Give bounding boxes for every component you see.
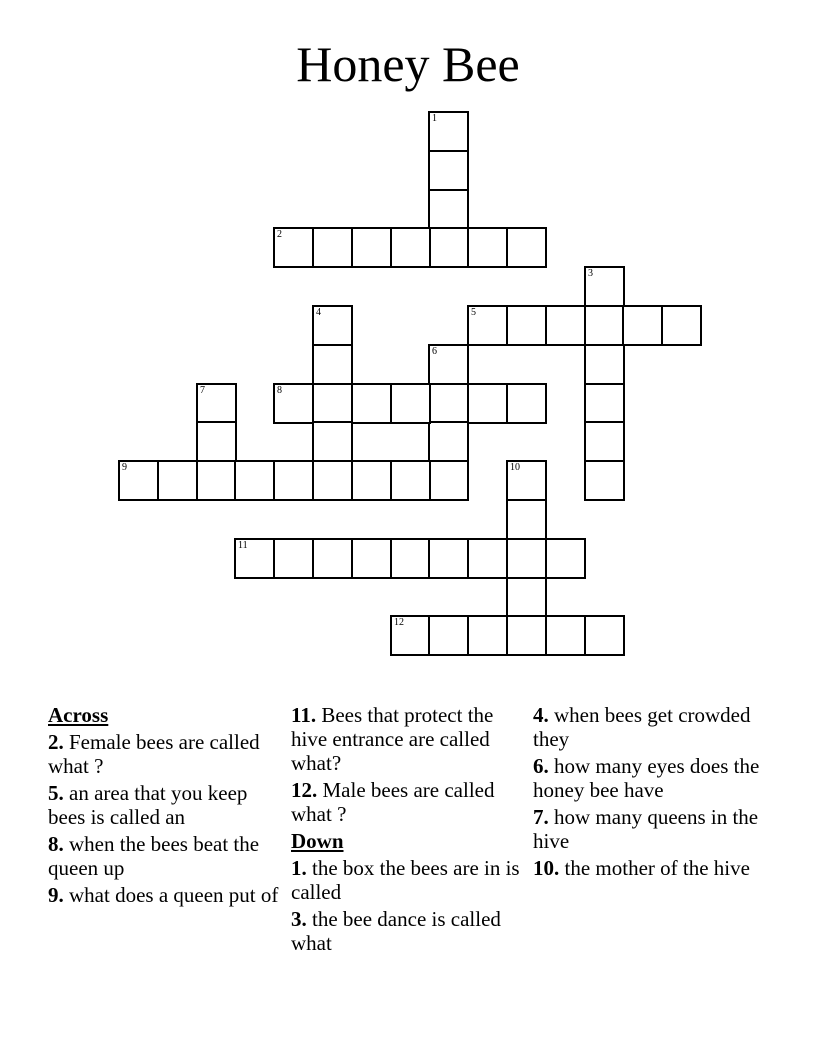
- clue-text: when the bees beat the queen up: [48, 832, 260, 880]
- grid-cell[interactable]: [390, 383, 431, 424]
- clue-across-8: [48, 832, 280, 880]
- cell-number: 2: [277, 229, 282, 240]
- grid-cell[interactable]: [157, 460, 198, 501]
- clue-text: how many eyes does the honey bee have: [533, 754, 760, 802]
- cell-number: 4: [316, 307, 321, 318]
- grid-cell[interactable]: [428, 383, 469, 424]
- cell-number: 5: [471, 307, 476, 318]
- grid-cell[interactable]: [428, 189, 469, 230]
- grid-cell[interactable]: [428, 344, 469, 385]
- cell-number: 7: [200, 385, 205, 396]
- grid-cell[interactable]: [545, 538, 586, 579]
- grid-cell[interactable]: [390, 460, 431, 501]
- clue-text: what does a queen put of: [69, 883, 279, 907]
- grid-cell[interactable]: [351, 383, 392, 424]
- clue-number: 11.: [291, 703, 317, 727]
- grid-cell[interactable]: [545, 615, 586, 656]
- clue-number: 1.: [291, 856, 307, 880]
- grid-cell[interactable]: [545, 305, 586, 346]
- down-heading: Down: [291, 829, 344, 853]
- clue-column-2: [291, 703, 523, 958]
- clue-text: Bees that protect the hive entrance are called what?: [291, 703, 494, 775]
- grid-cell[interactable]: [584, 421, 625, 462]
- cell-number: 6: [432, 346, 437, 357]
- grid-cell[interactable]: [506, 499, 547, 540]
- clue-down-1: [291, 856, 523, 904]
- grid-cell[interactable]: [467, 305, 508, 346]
- grid-cell[interactable]: [312, 421, 353, 462]
- clue-down-10: [533, 856, 765, 880]
- clue-text: the mother of the hive: [564, 856, 750, 880]
- clue-across-2: [48, 730, 280, 778]
- grid-cell[interactable]: [506, 615, 547, 656]
- grid-cell[interactable]: [196, 383, 237, 424]
- clue-down-7: [533, 805, 765, 853]
- grid-cell[interactable]: [467, 538, 508, 579]
- clue-down-4: [533, 703, 765, 751]
- clue-number: 4.: [533, 703, 549, 727]
- grid-cell[interactable]: [312, 538, 353, 579]
- grid-cell[interactable]: [584, 460, 625, 501]
- clue-text: the bee dance is called what: [291, 907, 501, 955]
- clue-number: 5.: [48, 781, 64, 805]
- grid-cell[interactable]: [118, 460, 159, 501]
- grid-cell[interactable]: [312, 227, 353, 268]
- grid-cell[interactable]: [390, 227, 431, 268]
- grid-cell[interactable]: [506, 227, 547, 268]
- puzzle-title: Honey Bee: [296, 36, 520, 92]
- grid-cell[interactable]: [312, 460, 353, 501]
- cell-number: 3: [588, 268, 593, 279]
- grid-cell[interactable]: [428, 460, 469, 501]
- cell-number: 8: [277, 385, 282, 396]
- clue-number: 2.: [48, 730, 64, 754]
- across-heading: Across: [48, 703, 109, 727]
- grid-cell[interactable]: [428, 227, 469, 268]
- clue-down-3: [291, 907, 523, 955]
- grid-cell[interactable]: [196, 421, 237, 462]
- grid-cell[interactable]: [273, 227, 314, 268]
- grid-cell[interactable]: [467, 227, 508, 268]
- grid-cell[interactable]: [351, 538, 392, 579]
- grid-cell[interactable]: [506, 577, 547, 618]
- grid-cell[interactable]: [584, 266, 625, 307]
- grid-cell[interactable]: [584, 344, 625, 385]
- clue-number: 6.: [533, 754, 549, 778]
- clue-down-6: [533, 754, 765, 802]
- grid-cell[interactable]: [584, 383, 625, 424]
- grid-cell[interactable]: [273, 460, 314, 501]
- clue-text: the box the bees are in is called: [291, 856, 520, 904]
- clue-number: 8.: [48, 832, 64, 856]
- grid-cell[interactable]: [622, 305, 663, 346]
- clue-number: 9.: [48, 883, 64, 907]
- clue-text: Female bees are called what ?: [48, 730, 260, 778]
- clue-column-1: [48, 703, 280, 910]
- grid-cell[interactable]: [428, 538, 469, 579]
- grid-cell[interactable]: [351, 227, 392, 268]
- cell-number: 11: [238, 540, 248, 551]
- grid-cell[interactable]: [506, 305, 547, 346]
- clue-text: an area that you keep bees is called an: [48, 781, 248, 829]
- cell-number: 10: [510, 462, 520, 473]
- clue-across-9: [48, 883, 280, 907]
- clue-text: how many queens in the hive: [533, 805, 759, 853]
- grid-cell[interactable]: [351, 460, 392, 501]
- grid-cell[interactable]: [506, 383, 547, 424]
- grid-cell[interactable]: [273, 383, 314, 424]
- grid-cell[interactable]: [234, 538, 275, 579]
- grid-cell[interactable]: [661, 305, 702, 346]
- grid-cell[interactable]: [467, 383, 508, 424]
- grid-cell[interactable]: [506, 538, 547, 579]
- clue-column-3: [533, 703, 765, 883]
- grid-cell[interactable]: [312, 344, 353, 385]
- clue-across-11: [291, 703, 523, 775]
- grid-cell[interactable]: [428, 111, 469, 152]
- grid-cell[interactable]: [196, 460, 237, 501]
- grid-cell[interactable]: [506, 460, 547, 501]
- grid-cell[interactable]: [428, 615, 469, 656]
- cell-number: 12: [394, 617, 404, 628]
- cell-number: 1: [432, 113, 437, 124]
- grid-cell[interactable]: [428, 421, 469, 462]
- grid-cell[interactable]: [584, 305, 625, 346]
- grid-cell[interactable]: [390, 538, 431, 579]
- grid-cell[interactable]: [312, 305, 353, 346]
- clue-across-12: [291, 778, 523, 826]
- clue-number: 7.: [533, 805, 549, 829]
- clue-across-5: [48, 781, 280, 829]
- cell-number: 9: [122, 462, 127, 473]
- clue-number: 3.: [291, 907, 307, 931]
- grid-cell[interactable]: [234, 460, 275, 501]
- grid-cell[interactable]: [273, 538, 314, 579]
- clue-text: Male bees are called what ?: [291, 778, 495, 826]
- grid-cell[interactable]: [584, 615, 625, 656]
- clue-number: 12.: [291, 778, 318, 802]
- grid-cell[interactable]: [428, 150, 469, 191]
- clue-text: when bees get crowded they: [533, 703, 751, 751]
- grid-cell[interactable]: [467, 615, 508, 656]
- grid-cell[interactable]: [312, 383, 353, 424]
- clue-number: 10.: [533, 856, 560, 880]
- grid-cell[interactable]: [390, 615, 431, 656]
